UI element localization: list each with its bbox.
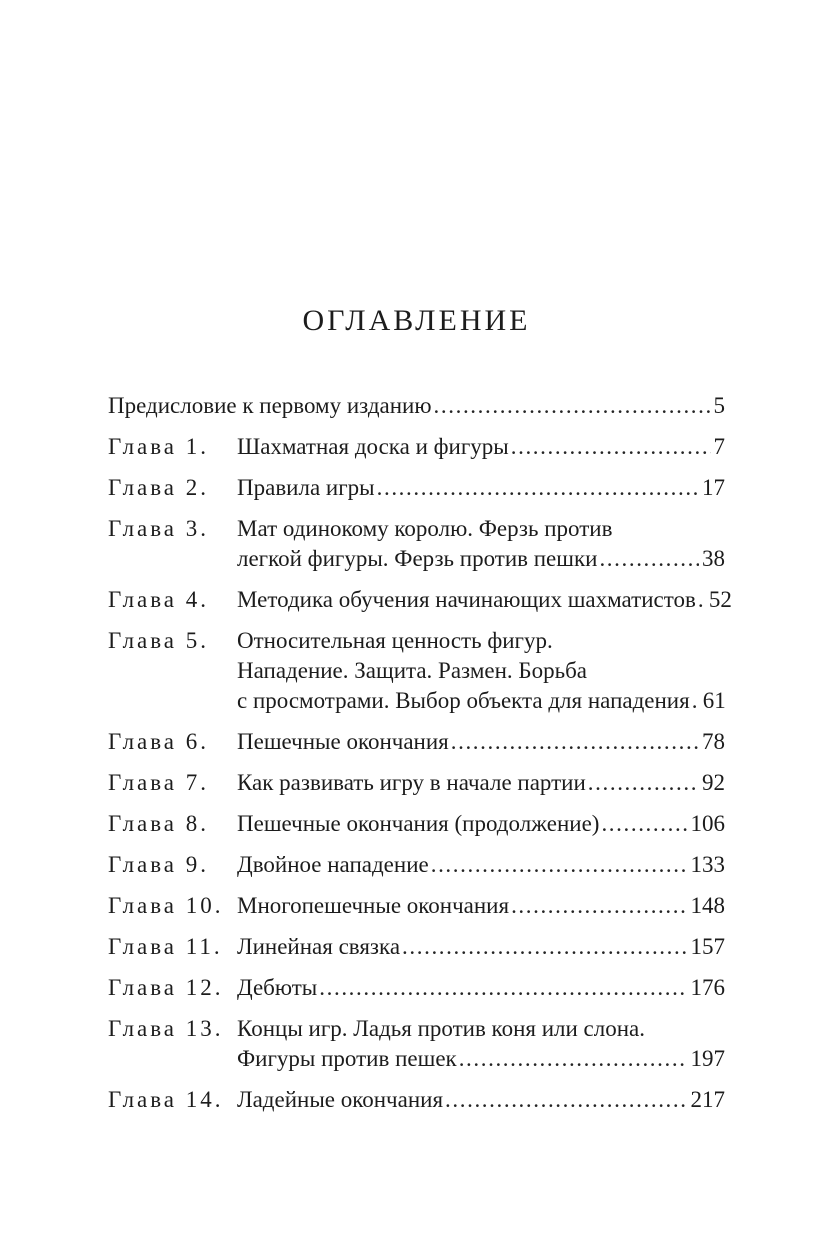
chapter-label: Глава 1. xyxy=(108,434,210,459)
entry-body xyxy=(237,1014,725,1074)
page-number: 197 xyxy=(690,1046,725,1071)
page-number: 92 xyxy=(702,770,725,795)
chapter-label: Глава 5. xyxy=(108,628,210,653)
toc-entry xyxy=(108,1085,725,1115)
toc-entry xyxy=(108,891,725,921)
entry-body xyxy=(237,432,725,462)
entry-body xyxy=(237,514,725,574)
entry-line xyxy=(237,932,725,962)
entry-line xyxy=(237,656,725,686)
toc-entry xyxy=(108,432,725,462)
page-title: ОГЛАВЛЕНИЕ xyxy=(302,304,531,337)
entry-line xyxy=(237,432,725,462)
entry-line xyxy=(237,809,725,839)
entry-title-text: с просмотрами. Выбор объекта для нападения xyxy=(237,688,690,713)
dot-leader xyxy=(431,850,688,880)
entry-title-text: Дебюты xyxy=(237,975,318,1000)
entry-line xyxy=(237,585,732,615)
entry-title-text: Пешечные окончания (продолжение) xyxy=(237,811,600,836)
dot-leader xyxy=(445,1085,687,1115)
entry-body xyxy=(237,932,725,962)
page-number: 217 xyxy=(690,1087,725,1112)
toc-list xyxy=(108,391,732,1115)
chapter-label: Глава 12. xyxy=(108,975,224,1000)
chapter-label: Глава 3. xyxy=(108,516,210,541)
entry-line xyxy=(237,544,725,574)
entry-body xyxy=(237,626,725,716)
entry-line xyxy=(108,391,725,421)
entry-title-text: легкой фигуры. Ферзь против пешки xyxy=(237,546,598,571)
dot-leader xyxy=(459,1044,688,1074)
dot-leader xyxy=(402,932,687,962)
entry-title-text: Линейная связка xyxy=(237,934,401,959)
entry-title-text: Многопешечные окончания xyxy=(237,893,510,918)
entry-title-text: Концы игр. Ладья против коня или слона. xyxy=(237,1016,646,1041)
dot-leader xyxy=(377,473,699,503)
page-number: 148 xyxy=(690,893,725,918)
entry-title-text: Пешечные окончания xyxy=(237,729,449,754)
dot-leader xyxy=(319,973,687,1003)
dot-leader xyxy=(601,809,687,839)
entry-body xyxy=(108,391,725,421)
toc-entry xyxy=(108,809,725,839)
entry-body xyxy=(237,891,725,921)
entry-title-text: Нападение. Защита. Размен. Борьба xyxy=(237,658,587,683)
chapter-label: Глава 14. xyxy=(108,1087,224,1112)
entry-line xyxy=(237,514,725,544)
chapter-label: Глава 7. xyxy=(108,770,210,795)
entry-title-text: Относительная ценность фигур. xyxy=(237,628,553,653)
entry-line xyxy=(237,973,725,1003)
entry-line xyxy=(237,768,725,798)
toc-entry xyxy=(108,585,732,615)
chapter-label: Глава 6. xyxy=(108,729,210,754)
chapter-label: Глава 10. xyxy=(108,893,224,918)
entry-body xyxy=(237,473,725,503)
page-number: 106 xyxy=(690,811,725,836)
toc-entry xyxy=(108,514,725,574)
toc-entry xyxy=(108,473,725,503)
entry-title-text: Фигуры против пешек xyxy=(237,1046,457,1071)
toc-entry xyxy=(108,727,725,757)
page-number: 5 xyxy=(713,393,725,418)
page-number: 78 xyxy=(702,729,725,754)
entry-line xyxy=(237,1014,725,1044)
entry-body xyxy=(237,1085,725,1115)
entry-body xyxy=(237,727,725,757)
entry-line xyxy=(237,891,725,921)
dot-leader xyxy=(511,891,687,921)
dot-leader xyxy=(451,727,699,757)
toc-entry xyxy=(108,626,725,716)
page-number: 52 xyxy=(708,587,732,612)
dot-leader xyxy=(588,768,699,798)
page-number: 38 xyxy=(702,546,725,571)
entry-line xyxy=(237,850,725,880)
entry-body xyxy=(237,973,725,1003)
page-number: 61 xyxy=(702,688,726,713)
entry-title-text: Мат одинокому королю. Ферзь против xyxy=(237,516,613,541)
chapter-label: Глава 2. xyxy=(108,475,210,500)
entry-title-text: Предисловие к первому изданию xyxy=(108,393,432,418)
chapter-label: Глава 9. xyxy=(108,852,210,877)
dot-leader xyxy=(698,585,706,615)
toc-entry xyxy=(108,768,725,798)
entry-title-text: Методика обучения начинающих шахматистов xyxy=(237,587,696,612)
dot-leader xyxy=(434,391,711,421)
entry-body xyxy=(237,585,732,615)
entry-body xyxy=(237,768,725,798)
page-number: 133 xyxy=(690,852,725,877)
entry-body xyxy=(237,850,725,880)
entry-title-text: Ладейные окончания xyxy=(237,1087,444,1112)
toc-entry xyxy=(108,973,725,1003)
entry-line xyxy=(237,626,725,656)
chapter-label: Глава 4. xyxy=(108,587,210,612)
entry-title-text: Шахматная доска и фигуры xyxy=(237,434,509,459)
page-number: 176 xyxy=(690,975,725,1000)
entry-body xyxy=(237,809,725,839)
entry-title-text: Двойное нападение xyxy=(237,852,429,877)
entry-line xyxy=(237,473,725,503)
chapter-label: Глава 8. xyxy=(108,811,210,836)
dot-leader xyxy=(599,544,699,574)
page-number: 7 xyxy=(713,434,725,459)
dot-leader xyxy=(692,686,700,716)
page-number: 17 xyxy=(702,475,725,500)
dot-leader xyxy=(511,432,711,462)
toc-entry xyxy=(108,1014,725,1074)
chapter-label: Глава 13. xyxy=(108,1016,224,1041)
toc-entry xyxy=(108,850,725,880)
chapter-label: Глава 11. xyxy=(108,934,223,959)
entry-title-text: Как развивать игру в начале партии xyxy=(237,770,586,795)
page-number: 157 xyxy=(690,934,725,959)
entry-title-text: Правила игры xyxy=(237,475,375,500)
toc-entry xyxy=(108,391,725,421)
entry-line xyxy=(237,1085,725,1115)
entry-line xyxy=(237,727,725,757)
entry-line xyxy=(237,1044,725,1074)
entry-line xyxy=(237,686,725,716)
toc-entry xyxy=(108,932,725,962)
